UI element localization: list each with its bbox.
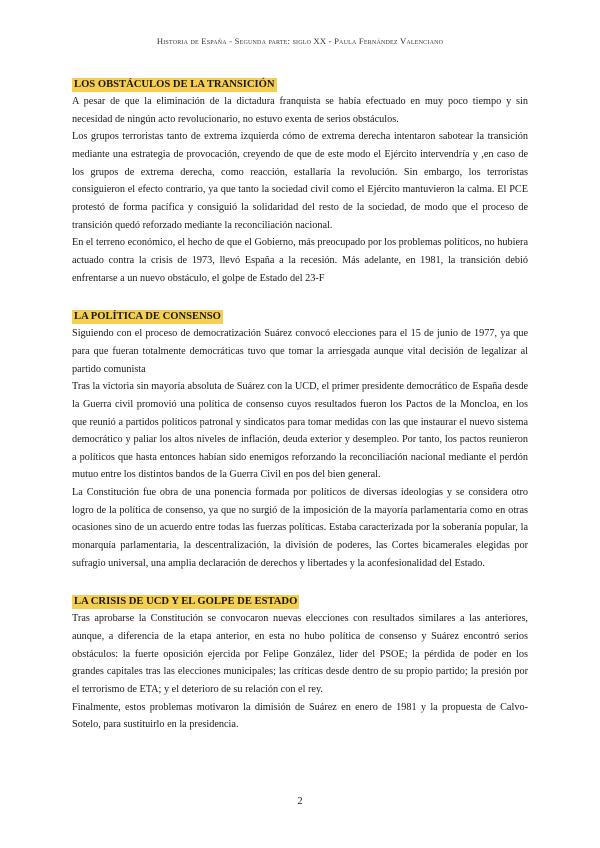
section-heading: LA POLÍTICA DE CONSENSO (74, 311, 221, 323)
section-heading: LA CRISIS DE UCD Y EL GOLPE DE ESTADO (74, 596, 298, 608)
paragraph: Tras la victoria sin mayoría absoluta de Suárez con la UCD, el primer presidente democrático de España desde la Guerra civil promovió una política de consenso cuyos resultados fueron los Pactos de la Moncloa, en los que reunió a partidos políticos patronal y sindicatos para tomar medidas con las que instaurar el nuevo sistema democrático y paliar los altos niveles de inflación, deuda exterior y desempleo. Por tanto, los pactos reunieron a políticos que hasta entonces habían sido enemigos reforzando la reconciliación nacional mediante el perdón mutuo entre los distintos bandos de la Guerra Civil en pos del bien general. (72, 381, 528, 481)
section-obstaculos (72, 74, 528, 287)
section-consenso (72, 306, 528, 572)
running-header: Historia de España - Segunda parte: siglo XX - Paula Fernández Valenciano (156, 36, 444, 46)
document-body (72, 74, 528, 734)
paragraph: Tras aprobarse la Constitución se convocaron nuevas elecciones con resultados similares a las anteriores, aunque, a diferencia de la etapa anterior, en esta no hubo política de consenso y Suárez encontró serios obstáculos: la fuerte oposición ejercida por Felipe González, líder del PSOE; la pérdida de poder en los grandes capitales tras las elecciones municipales; las críticas desde dentro de su propio partido; la presión por el terrorismo de ETA; y el deterioro de su relación con el rey. (72, 613, 528, 696)
paragraph: Los grupos terroristas tanto de extrema izquierda cómo de extrema derecha intentaron sabotear la transición mediante una estrategia de provocación, creyendo de que de este modo el Ejército intervendría y ,en caso de los grupos de extrema derecha, como reacción, estallaría la revolución. Sin embargo, los terroristas consiguieron el efecto contrario, ya que tanto la sociedad civil como el Ejército mantuvieron la calma. El PCE protestó de forma pacífica y consiguió la solidaridad del resto de la sociedad, de modo que el proceso de transición quedó reforzado mediante la reconciliación nacional. (72, 131, 528, 231)
page-number: 2 (297, 796, 303, 807)
paragraph: A pesar de que la eliminación de la dictadura franquista se había efectuado en muy poco tiempo y sin necesidad de ningún acto revolucionario, no estuvo exenta de serios obstáculos. (72, 96, 528, 125)
paragraph: Siguiendo con el proceso de democratización Suárez convocó elecciones para el 15 de junio de 1977, ya que para que fueran totalmente democráticas tuvo que tomar la arriesgada aunque vital decisión de legalizar al partido comunista (72, 328, 528, 375)
section-heading: LOS OBSTÁCULOS DE LA TRANSICIÓN (74, 79, 275, 90)
paragraph: La Constitución fue obra de una ponencia formada por políticos de diversas ideologías y se considera otro logro de la política de consenso, ya que no surgió de la imposición de la mayoría parlamentaria como en otras ocasiones sino de un acuerdo entre todas las fuerzas políticas. Estaba caracterizada por la soberanía popular, la monarquía parlamentaria, la descentralización, la división de poderes, las Cortes bicamerales elegidas por sufragio universal, una amplia declaración de derechos y libertades y la aconfesionalidad del Estado. (72, 487, 528, 569)
paragraph: Finalmente, estos problemas motivaron la dimisión de Suárez en enero de 1981 y la propuesta de Calvo-Sotelo, para sustituirlo en la presidencia. (72, 701, 528, 731)
section-crisis-ucd (72, 591, 528, 734)
paragraph: En el terreno económico, el hecho de que el Gobierno, más preocupado por los problemas políticos, no hubiera actuado contra la crisis de 1973, llevó España a la recesión. Más adelante, en 1981, la transición debió enfrentarse a un nuevo obstáculo, el golpe de Estado del 23-F (72, 237, 528, 284)
